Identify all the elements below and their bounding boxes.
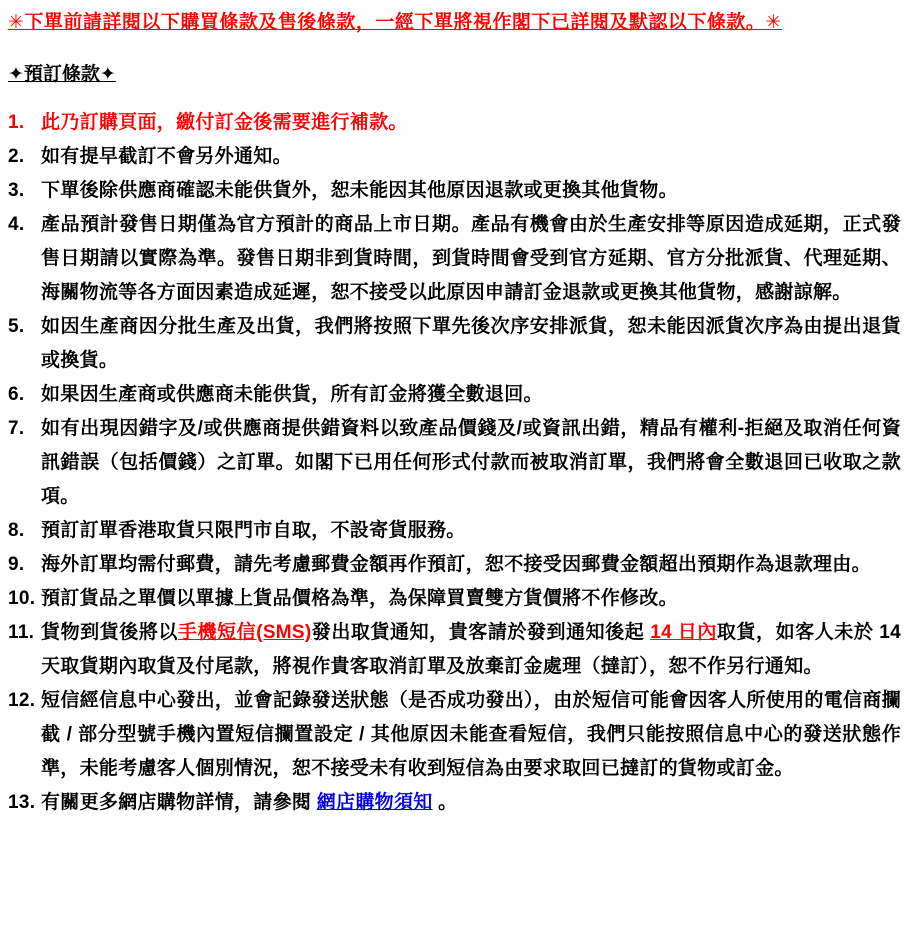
- term-text: 預訂貨品之單價以單據上貨品價格為準，為保障買賣雙方貨價將不作修改。: [41, 588, 678, 609]
- term-number: 2.: [8, 146, 25, 167]
- term-text: 產品預計發售日期僅為官方預計的商品上市日期。產品有機會由於生產安排等原因造成延期，正式發售日期請以實際為準。發售日期非到貨時間，到貨時間會受到官方延期、官方分批派貨、代理延期、海關物流等各方面因素造成延遲，恕不接受以此原因申請訂金退款或更換其他貨物，感謝諒解。: [41, 214, 901, 303]
- term-item-2: [8, 140, 901, 174]
- term-number: 8.: [8, 520, 25, 541]
- pickup-deadline-highlight: 14 日內: [650, 622, 717, 643]
- term-item-3: [8, 174, 901, 208]
- term-text: 如有出現因錯字及/或供應商提供錯資料以致產品價錢及/或資訊出錯，精品有權利-拒絕及取消任何資訊錯誤（包括價錢）之訂單。如閣下已用任何形式付款而被取消訂單，我們將會全數退回已收取之款項。: [41, 418, 901, 507]
- term-number: 4.: [8, 214, 25, 235]
- term-text-segment: 貨物到貨後將以: [41, 622, 178, 643]
- term-text-segment: 發出取貨通知，貴客請於發到通知後起: [311, 622, 651, 643]
- terms-list: [8, 106, 901, 820]
- term-text: [41, 616, 901, 684]
- term-item-6: [8, 378, 901, 412]
- term-text: 此乃訂購頁面，繳付訂金後需要進行補款。: [41, 112, 408, 133]
- term-item-12: [8, 684, 901, 786]
- term-number: 5.: [8, 316, 25, 337]
- term-text: 如因生產商因分批生產及出貨，我們將按照下單先後次序安排派貨，恕未能因派貨次序為由提出退貨或換貨。: [41, 316, 901, 371]
- section-title-preorder-terms: ✦預訂條款✦: [8, 64, 116, 85]
- term-number: 10.: [8, 588, 36, 609]
- term-number: 12.: [8, 690, 36, 711]
- term-text: [41, 786, 901, 820]
- sms-notice-highlight: 手機短信(SMS): [177, 622, 312, 643]
- term-text-segment: 取貨，如客人未於 14 天取貨期內取貨及付尾款，將視作貴客取消訂單及放棄訂金處理（撻訂），恕不作另行通知。: [41, 622, 901, 677]
- term-item-7: [8, 412, 901, 514]
- store-shopping-guide-link[interactable]: 網店購物須知: [316, 792, 433, 813]
- term-item-8: [8, 514, 901, 548]
- term-text-segment: 有關更多網店購物詳情，請參閱: [41, 792, 317, 813]
- term-item-5: [8, 310, 901, 378]
- term-item-9: [8, 548, 901, 582]
- term-text: 下單後除供應商確認未能供貨外，恕未能因其他原因退款或更換其他貨物。: [41, 180, 678, 201]
- term-item-4: [8, 208, 901, 310]
- term-text: 如果因生產商或供應商未能供貨，所有訂金將獲全數退回。: [41, 384, 543, 405]
- term-item-1: [8, 106, 901, 140]
- term-item-13: [8, 786, 901, 820]
- header-notice: ✳下單前請詳閱以下購買條款及售後條款，一經下單將視作閣下已詳閱及默認以下條款。✳: [8, 12, 782, 33]
- term-number: 9.: [8, 554, 25, 575]
- term-number: 11.: [8, 622, 35, 643]
- term-number: 13.: [8, 792, 36, 813]
- term-text-segment: 。: [432, 792, 458, 813]
- term-number: 6.: [8, 384, 25, 405]
- term-item-10: [8, 582, 901, 616]
- term-text: 短信經信息中心發出，並會記錄發送狀態（是否成功發出），由於短信可能會因客人所使用的電信商攔截 / 部分型號手機內置短信攔置設定 / 其他原因未能查看短信，我們只能按照信息中心的發送狀態作準，未能考慮客人個別情況，恕不接受未有收到短信為由要求取回已撻訂的貨物或訂金。: [41, 690, 901, 779]
- term-text: 海外訂單均需付郵費，請先考慮郵費金額再作預訂，恕不接受因郵費金額超出預期作為退款理由。: [41, 554, 871, 575]
- term-number: 1.: [8, 112, 25, 133]
- term-number: 3.: [8, 180, 25, 201]
- term-item-11: [8, 616, 901, 684]
- term-text: 預訂訂單香港取貨只限門市自取，不設寄貨服務。: [41, 520, 466, 541]
- term-text: 如有提早截訂不會另外通知。: [41, 146, 292, 167]
- term-number: 7.: [8, 418, 25, 439]
